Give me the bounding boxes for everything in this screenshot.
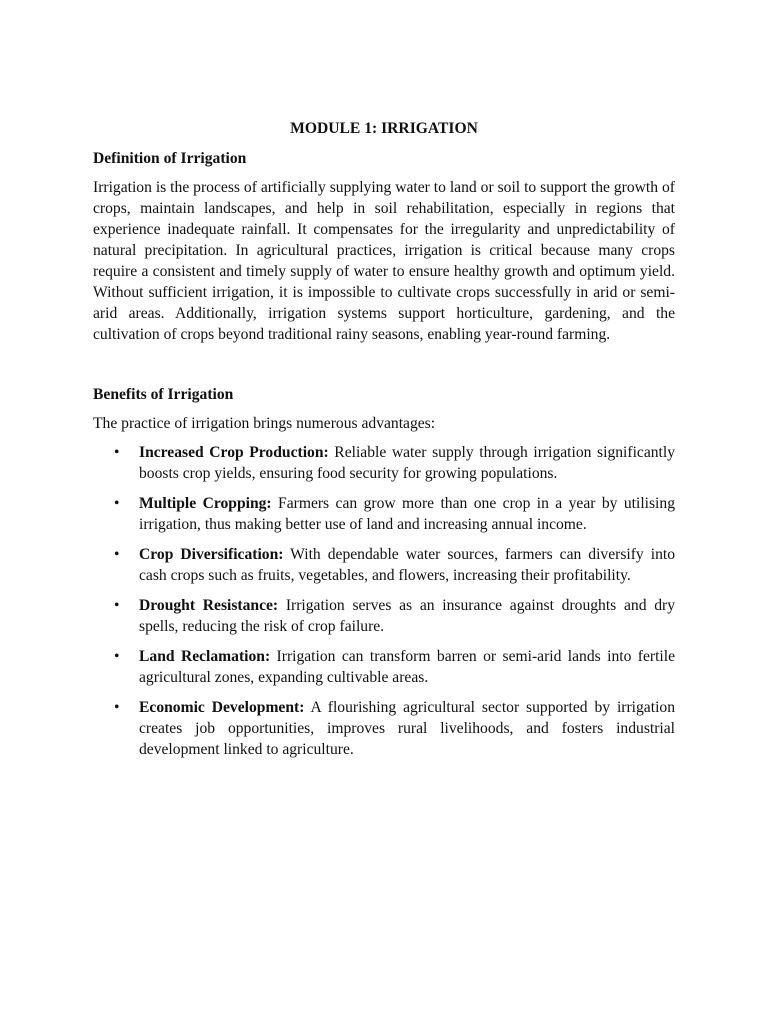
bullet-icon: • — [114, 444, 120, 461]
bullet-icon: • — [114, 495, 120, 512]
benefit-term: Drought Resistance: — [139, 597, 279, 614]
bullet-icon: • — [114, 699, 120, 716]
benefit-term: Crop Diversification: — [139, 546, 284, 563]
benefit-text: Reliable water supply through irrigation significantly boosts crop yields, ensuring food security for growing populations. — [139, 444, 675, 482]
benefit-text: Irrigation can transform barren or semi-arid lands into fertile agricultural zones, expanding cultivable areas. — [139, 648, 675, 686]
benefits-intro: The practice of irrigation brings numerous advantages: — [93, 415, 436, 432]
benefits-heading: Benefits of Irrigation — [93, 386, 234, 403]
benefit-term: Economic Development: — [139, 699, 305, 716]
bullet-icon: • — [114, 597, 120, 614]
list-item — [93, 697, 675, 760]
document-page — [93, 118, 675, 769]
benefit-term: Increased Crop Production: — [139, 444, 329, 461]
list-item — [93, 646, 675, 688]
bullet-icon: • — [114, 648, 120, 665]
benefits-list — [93, 442, 675, 760]
benefit-text: A flourishing agricultural sector supported by irrigation creates job opportunities, improves rural livelihoods, and fosters industrial development linked to agriculture. — [139, 699, 675, 758]
definition-paragraph: Irrigation is the process of artificially supplying water to land or soil to support the growth of crops, maintain landscapes, and help in soil rehabilitation, especially in regions that experience inadequate rainfall. It compensates for the irregularity and unpredictability of natural precipitation. In agricultural practices, irrigation is critical because many crops require a consistent and timely supply of water to ensure healthy growth and optimum yield. Without sufficient irrigation, it is impossible to cultivate crops successfully in arid or semi-arid areas. Additionally, irrigation systems support horticulture, gardening, and the cultivation of crops beyond traditional rainy seasons, enabling year-round farming. — [93, 179, 675, 343]
benefit-term: Land Reclamation: — [139, 648, 271, 665]
benefit-text: With dependable water sources, farmers can diversify into cash crops such as fruits, vegetables, and flowers, increasing their profitability. — [139, 546, 675, 584]
definition-heading: Definition of Irrigation — [93, 150, 247, 167]
list-item — [93, 493, 675, 535]
list-item — [93, 595, 675, 637]
list-item — [93, 544, 675, 586]
section-spacer — [93, 345, 675, 384]
module-title: MODULE 1: IRRIGATION — [290, 120, 478, 137]
benefit-term: Multiple Cropping: — [139, 495, 272, 512]
benefit-text: Irrigation serves as an insurance against droughts and dry spells, reducing the risk of crop failure. — [139, 597, 675, 635]
bullet-icon: • — [114, 546, 120, 563]
benefit-text: Farmers can grow more than one crop in a year by utilising irrigation, thus making better use of land and increasing annual income. — [139, 495, 675, 533]
list-item — [93, 442, 675, 484]
